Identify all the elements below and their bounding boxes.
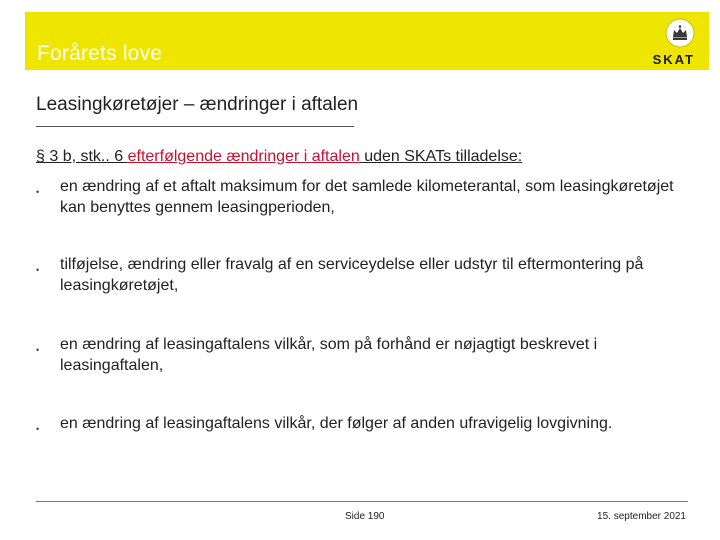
list-item [36,334,696,376]
bullet-icon: • [36,345,40,355]
intro-highlight: efterfølgende ændringer i aftalen [127,148,360,165]
crown-icon [665,18,695,48]
skat-logo [619,18,695,68]
list-item [36,254,696,296]
bullet-icon: • [36,265,40,275]
list-item [36,176,696,218]
header-title: Forårets love [37,42,163,65]
logo-text: SKAT [652,52,695,67]
bullet-icon: • [36,187,40,197]
bullet-text: tilføjelse, ændring eller fravalg af en serviceydelse eller udstyr til eftermontering på leasingkøretøjet, [60,256,644,294]
footer-date: 15. september 2021 [597,511,686,522]
bullet-text: en ændring af leasingaftalens vilkår, som på forhånd er nøjagtigt beskrevet i leasingaftalen, [60,336,598,374]
intro-part1: § 3 b, stk.. 6 [36,148,128,165]
page-number: Side 190 [345,511,385,522]
bullet-text: en ændring af et aftalt maksimum for det samlede kilometerantal, som leasingkøretøjet kan benyttes gennem leasingperioden, [60,178,674,216]
bullet-list [36,172,696,434]
bullet-text: en ændring af leasingaftalens vilkår, der følger af anden ufravigelig lovgivning. [60,415,613,432]
intro-part2: uden SKATs tilladelse: [359,148,523,165]
list-item [36,413,696,434]
header-band [25,12,709,70]
footer-divider [36,501,688,502]
bullet-icon: • [36,424,40,434]
intro-text [36,148,522,166]
slide-title: Leasingkøretøjer – ændringer i aftalen [36,94,359,115]
title-divider [36,126,354,127]
